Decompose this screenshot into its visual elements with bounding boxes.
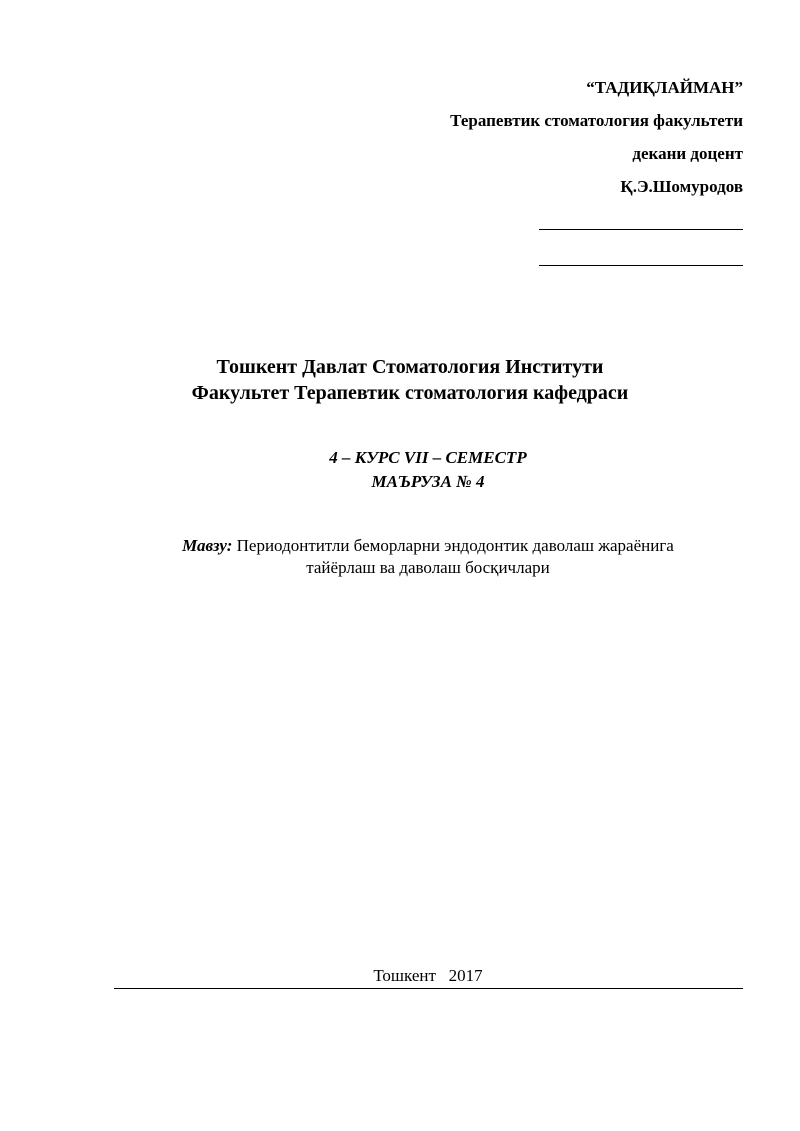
approval-title: “ТАДИҚЛАЙМАН” — [586, 78, 743, 97]
approval-faculty: Терапевтик стоматология факультети — [450, 111, 743, 130]
topic-text-line1: Периодонтитли беморларни эндодонтик даволаш жараёнига — [232, 536, 674, 555]
footer-rule — [114, 988, 743, 989]
approval-block — [450, 74, 743, 206]
date-line — [539, 265, 743, 266]
approval-position: декани доцент — [632, 144, 743, 163]
institute-name: Тошкент Давлат Стоматология Институти — [216, 356, 604, 378]
footer-city-year: Тошкент 2017 — [373, 966, 483, 985]
department-name: Факультет Терапевтик стоматология кафедраси — [191, 382, 629, 404]
approval-name: Қ.Э.Шомуродов — [620, 177, 743, 196]
topic-label: Мавзу: — [182, 536, 233, 555]
lecture-number: МАЪРУЗА № 4 — [371, 472, 485, 491]
course-heading — [0, 446, 800, 494]
signature-line — [539, 229, 743, 230]
course-semester: 4 – КУРС VII – СЕМЕСТР — [329, 448, 527, 467]
topic-text-line2: тайёрлаш ва даволаш босқичлари — [306, 558, 550, 577]
topic-block — [0, 535, 800, 579]
institute-heading — [0, 354, 800, 406]
